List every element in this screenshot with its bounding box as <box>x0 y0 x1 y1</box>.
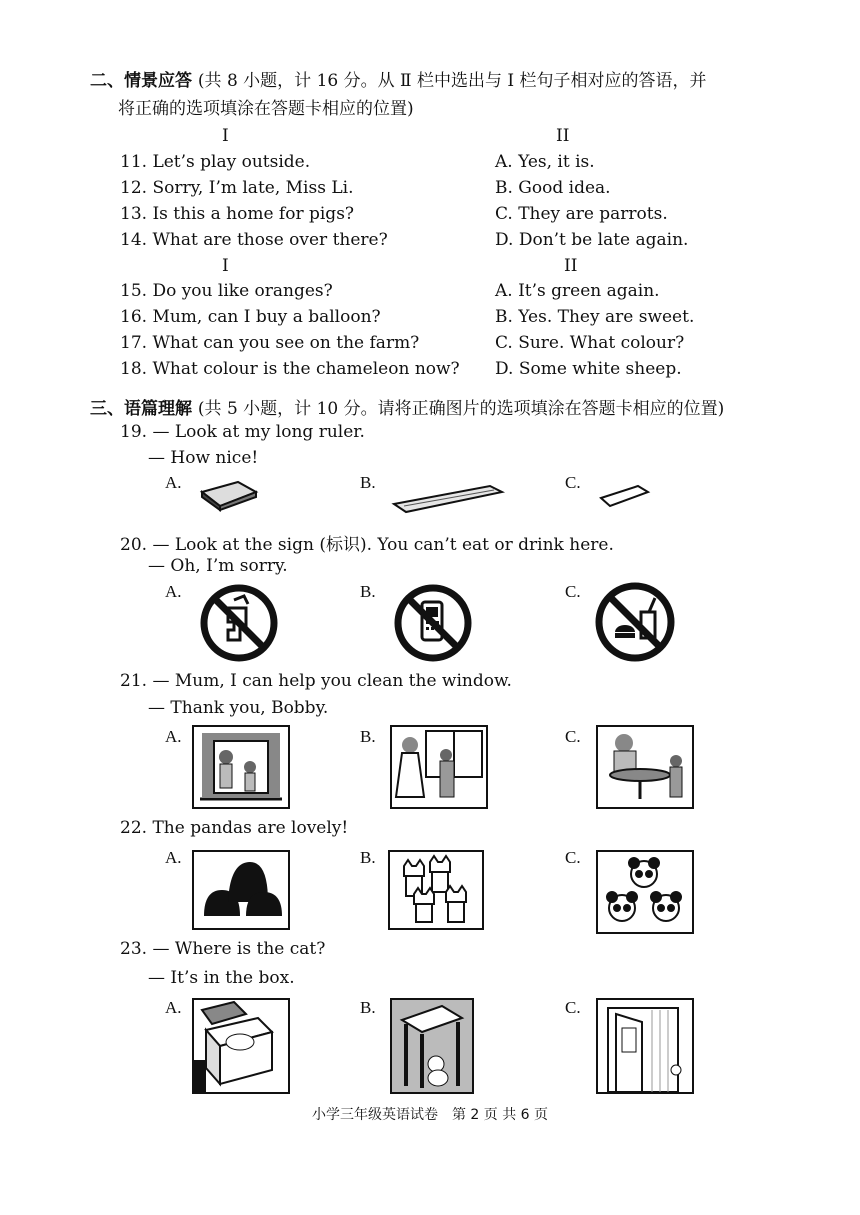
option-label-b: B. <box>360 473 376 492</box>
option-label-a: A. <box>165 998 182 1017</box>
answer-a: A. It’s green again. <box>495 281 660 301</box>
question-23-line1: 23. — Where is the cat? <box>120 939 326 959</box>
question-12: 12. Sorry, I’m late, Miss Li. <box>120 178 354 198</box>
option-label-b: B. <box>360 998 376 1017</box>
picture-pandas <box>596 850 694 934</box>
question-21-line2: — Thank you, Bobby. <box>148 698 329 718</box>
question-21-line1: 21. — Mum, I can help you clean the window. <box>120 671 512 691</box>
no-food-drink-sign-icon <box>593 580 677 664</box>
question-20-line2: — Oh, I’m sorry. <box>148 556 288 576</box>
option-label-b: B. <box>360 727 376 746</box>
short-ruler-icon <box>598 482 652 510</box>
answer-c: C. They are parrots. <box>495 204 668 224</box>
picture-cat-at-door <box>596 998 694 1094</box>
answer-c: C. Sure. What colour? <box>495 333 685 353</box>
option-label-c: C. <box>565 848 581 867</box>
column-heading-ii: II <box>564 256 578 276</box>
picture-mice-window <box>390 725 488 809</box>
option-label-b: B. <box>360 848 376 867</box>
eraser-icon <box>198 478 260 512</box>
picture-bears <box>192 850 290 930</box>
picture-cat-under-stool <box>390 998 474 1094</box>
section2-header <box>90 66 707 91</box>
question-13: 13. Is this a home for pigs? <box>120 204 355 224</box>
question-16: 16. Mum, can I buy a balloon? <box>120 307 381 327</box>
picture-cats <box>388 850 484 930</box>
question-14: 14. What are those over there? <box>120 230 388 250</box>
question-11: 11. Let’s play outside. <box>120 152 311 172</box>
option-label-a: A. <box>165 727 182 746</box>
option-label-c: C. <box>565 582 581 601</box>
question-18: 18. What colour is the chameleon now? <box>120 359 460 379</box>
question-23-line2: — It’s in the box. <box>148 968 295 988</box>
column-heading-i: I <box>222 256 229 276</box>
picture-mice-table <box>596 725 694 809</box>
question-15: 15. Do you like oranges? <box>120 281 333 301</box>
option-label-a: A. <box>165 582 182 601</box>
answer-b: B. Good idea. <box>495 178 611 198</box>
answer-a: A. Yes, it is. <box>495 152 595 172</box>
section3-header <box>90 394 724 419</box>
column-heading-i: I <box>222 126 229 146</box>
question-20-line1: 20. — Look at the sign (标识). You can’t eat or drink here. <box>120 535 614 555</box>
answer-d: D. Some white sheep. <box>495 359 682 379</box>
question-22: 22. The pandas are lovely! <box>120 818 349 838</box>
section3-instructions: (共 5 小题，计 10 分。请将正确图片的选项填涂在答题卡相应的位置) <box>197 399 725 419</box>
question-17: 17. What can you see on the farm? <box>120 333 420 353</box>
option-label-c: C. <box>565 727 581 746</box>
question-19-line1: 19. — Look at my long ruler. <box>120 422 365 442</box>
section3-title: 三、语篇理解 <box>90 399 192 419</box>
section2-instructions-2: 将正确的选项填涂在答题卡相应的位置) <box>118 99 414 119</box>
option-label-c: C. <box>565 473 581 492</box>
no-phone-sign-icon <box>392 582 474 664</box>
option-label-b: B. <box>360 582 376 601</box>
picture-mice-doorway <box>192 725 290 809</box>
section2-instructions-1: (共 8 小题，计 16 分。从 Ⅱ 栏中选出与 Ⅰ 栏句子相对应的答语，并 <box>197 71 707 91</box>
option-label-a: A. <box>165 848 182 867</box>
section2-title: 二、情景应答 <box>90 71 192 91</box>
answer-d: D. Don’t be late again. <box>495 230 689 250</box>
answer-b: B. Yes. They are sweet. <box>495 307 695 327</box>
question-19-line2: — How nice! <box>148 448 259 468</box>
column-heading-ii: II <box>556 126 570 146</box>
option-label-a: A. <box>165 473 182 492</box>
option-label-c: C. <box>565 998 581 1017</box>
picture-cat-in-box <box>192 998 290 1094</box>
long-ruler-icon <box>390 484 506 516</box>
no-littering-sign-icon <box>198 582 280 664</box>
page-footer: 小学三年级英语试卷 第 2 页 共 6 页 <box>311 1107 549 1123</box>
